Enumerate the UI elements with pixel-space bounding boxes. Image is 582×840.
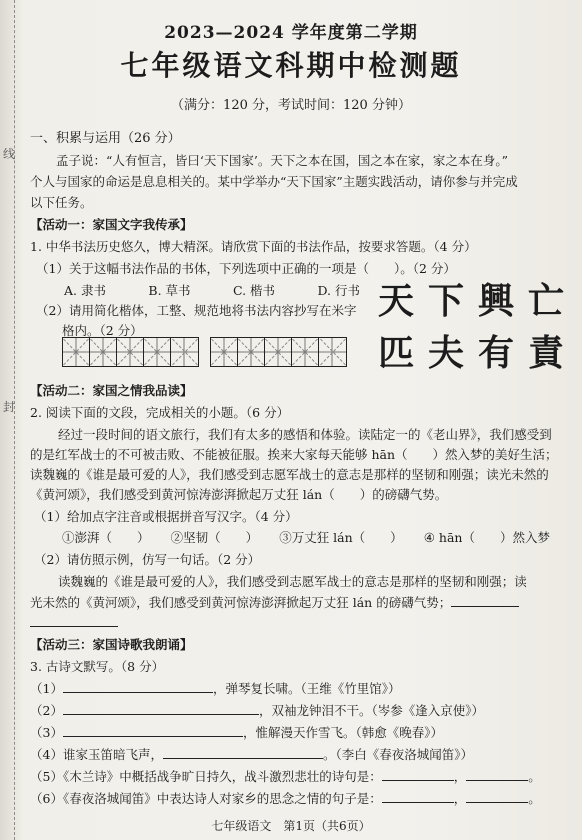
item-number: （1） xyxy=(30,681,63,696)
q2-part1: （1）给加点字注音或根据拼音写汉字。（4 分） xyxy=(34,509,298,524)
q2-stem: 2. 阅读下面的文段，完成相关的小题。（6 分） xyxy=(30,405,290,420)
dictation-blank[interactable] xyxy=(63,736,243,737)
mizi-grid-2[interactable] xyxy=(210,337,347,367)
grid-cell[interactable] xyxy=(238,338,265,366)
example-line-2-text: 光未然的《黄河颂》，我们感受到黄河惊涛澎湃掀起万丈狂 lán 的磅礴气势； xyxy=(30,595,452,610)
item-text: ，惟解漫天作雪飞。（韩愈《晚春》） xyxy=(242,725,443,740)
q1-part2-line2: 格内。（2 分） xyxy=(62,323,143,338)
passage-line-2: 的是红军战士的不可被击败、不能被征服。挨来大家每天能够 hān（ ）然入梦的美好生活； xyxy=(30,447,558,462)
grid-cell[interactable] xyxy=(144,338,171,366)
intro-line-3: 以下任务。 xyxy=(30,195,93,210)
q1-part2-line1: （2）请用简化楷体，工整、规范地将书法内容抄写在米字 xyxy=(36,303,357,318)
answer-blank-line xyxy=(30,614,118,632)
dictation-item-3 xyxy=(30,724,443,742)
margin-label-line: 线 xyxy=(3,147,16,161)
item-text: （6）《春夜洛城闻笛》中表达诗人对家乡的思念之情的句子是： xyxy=(30,791,382,806)
grid-cell[interactable] xyxy=(90,338,117,366)
example-line-2 xyxy=(30,594,519,612)
punctuation: 。 xyxy=(528,791,541,806)
activity1-heading: 【活动一：家国文字我传承】 xyxy=(30,217,193,232)
dictation-item-2 xyxy=(30,702,484,720)
exam-title: 七年级语文科期中检测题 xyxy=(120,49,462,82)
dictation-blank[interactable] xyxy=(63,692,213,693)
punctuation: ， xyxy=(453,769,467,784)
pinyin-item-1[interactable]: ①澎湃（ ） xyxy=(62,530,150,545)
q1-stem: 1. 中华书法历史悠久，博大精深。请欣赏下面的书法作品，按要求答题。（4 分） xyxy=(30,239,477,254)
dictation-blank[interactable] xyxy=(466,802,528,803)
item-number: （3） xyxy=(30,725,63,740)
activity2-heading: 【活动二：家国之情我品读】 xyxy=(30,383,193,398)
grid-cell[interactable] xyxy=(211,338,238,366)
q2-part1-items xyxy=(62,529,550,547)
section1-heading: 一、积累与运用（26 分） xyxy=(30,131,181,146)
item-text: ，弹琴复长啸。（王维《竹里馆》） xyxy=(212,681,401,696)
exam-term: 2023—2024 学年度第二学期 xyxy=(164,23,418,43)
item-number: （4） xyxy=(30,747,63,762)
punctuation: ， xyxy=(453,791,467,806)
exam-info: （满分：120 分，考试时间：120 分钟） xyxy=(171,98,411,113)
pinyin-item-3[interactable]: ③万丈狂 lán（ ） xyxy=(279,530,403,545)
item-text: ，双袖龙钟泪不干。（岑参《逢入京使》） xyxy=(258,703,484,718)
grid-cell[interactable] xyxy=(319,338,346,366)
punctuation: 。 xyxy=(528,769,541,784)
item-text: （5）《木兰诗》中概括战争旷日持久，战斗激烈悲壮的诗句是： xyxy=(30,769,382,784)
calligraphy-line-2: 匹夫有責 xyxy=(378,332,579,374)
dictation-item-4 xyxy=(30,746,473,764)
answer-blank[interactable] xyxy=(451,606,519,607)
page-footer: 七年级语文 第1页（共6页） xyxy=(211,819,371,833)
binding-margin-line xyxy=(14,0,15,840)
calligraphy-line-1: 天下興亡 xyxy=(378,280,579,322)
intro-line-2: 个人与国家的命运是息息相关的。某中学举办“天下国家”主题实践活动，请你参与并完成 xyxy=(30,174,518,189)
option-c: C. 楷书 xyxy=(232,283,276,298)
passage-line-3: 读魏巍的《谁是最可爱的人》，我们感受到志愿军战士的意志是那样的坚韧和刚强；读光未然的 xyxy=(30,467,549,482)
dictation-item-6 xyxy=(30,790,541,808)
q1-part1: （1）关于这幅书法作品的书体，下列选项中正确的一项是（ ）。（2 分） xyxy=(36,261,456,276)
dictation-blank[interactable] xyxy=(466,780,528,781)
q3-stem: 3. 古诗文默写。（8 分） xyxy=(30,659,165,674)
margin-label-seal: 封 xyxy=(3,400,16,414)
dictation-blank[interactable] xyxy=(382,802,454,803)
activity3-heading: 【活动三：家国诗歌我朗诵】 xyxy=(30,637,193,652)
dictation-item-1 xyxy=(30,680,400,698)
pinyin-item-2[interactable]: ②坚韧（ ） xyxy=(170,530,259,545)
example-line-1: 读魏巍的《谁是最可爱的人》，我们感受到志愿军战士的意志是那样的坚韧和刚强；读 xyxy=(58,574,527,589)
intro-line-1: 孟子说：“人有恒言，皆曰‘天下国家’。天下之本在国，国之本在家，家之本在身。” xyxy=(56,153,508,168)
grid-cell[interactable] xyxy=(63,338,90,366)
option-b: B. 草书 xyxy=(148,283,191,298)
dictation-blank[interactable] xyxy=(382,780,454,781)
dictation-blank[interactable] xyxy=(63,714,259,715)
answer-blank[interactable] xyxy=(30,626,118,627)
grid-cell[interactable] xyxy=(171,338,198,366)
passage-line-1: 经过一段时间的语文旅行，我们有太多的感悟和体验。读陆定一的《老山界》，我们感受到 xyxy=(58,427,552,442)
q2-part2: （2）请仿照示例，仿写一句话。（2 分） xyxy=(34,552,261,567)
grid-cell[interactable] xyxy=(292,338,319,366)
grid-cell[interactable] xyxy=(265,338,292,366)
item-prefix: 谁家玉笛暗飞声， xyxy=(62,747,163,762)
dictation-item-5 xyxy=(30,768,541,786)
option-a: A. 隶书 xyxy=(64,283,106,298)
pinyin-item-4[interactable]: ④ hān（ ）然入梦 xyxy=(423,530,550,545)
grid-cell[interactable] xyxy=(117,338,144,366)
dictation-blank[interactable] xyxy=(163,758,323,759)
option-d: D. 行书 xyxy=(317,283,360,298)
mizi-grid-1[interactable] xyxy=(62,337,199,367)
item-number: （2） xyxy=(30,703,63,718)
q1-options xyxy=(64,282,360,300)
item-text: 。（李白《春夜洛城闻笛》） xyxy=(322,747,473,762)
passage-line-4: 《黄河颂》，我们感受到黄河惊涛澎湃掀起万丈狂 lán（ ）的磅礴气势。 xyxy=(30,487,448,502)
